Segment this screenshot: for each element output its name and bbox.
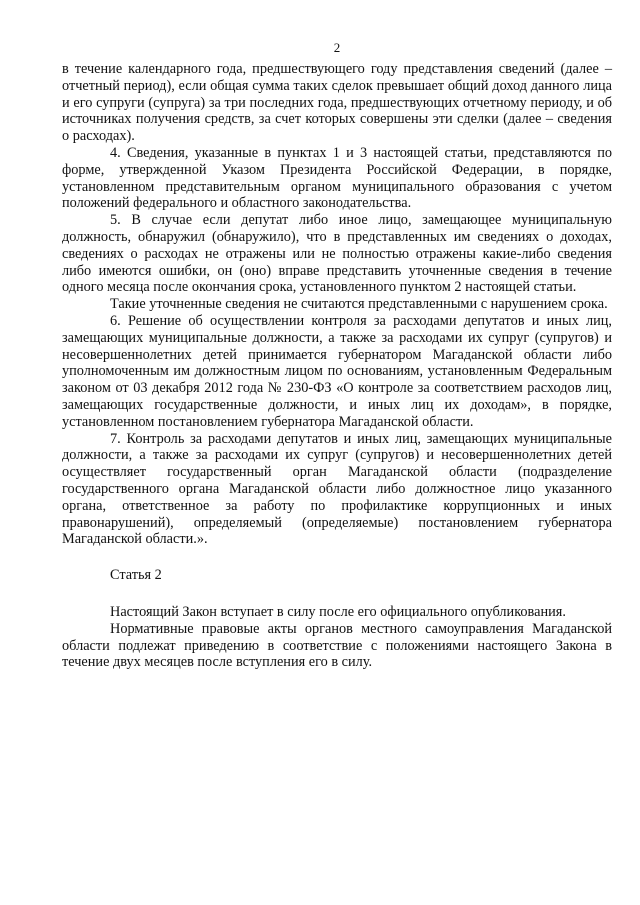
paragraph-item-7: 7. Контроль за расходами депутатов и иных лиц, замещающих муниципальные должности, а также за расходами их супруг (супругов) и несовершеннолетних детей осуществляет государственный орган Магаданской области (подразделение государственного органа Магаданской области либо должностное лицо указанного органа, ответственное за работу по профилактике коррупционных и иных правонарушений), определяемый (определяемые) постановлением губернатора Магаданской области.». <box>62 430 612 548</box>
article-2-heading: Статья 2 <box>110 567 162 584</box>
paragraph-item-6: 6. Решение об осуществлении контроля за расходами депутатов и иных лиц, замещающих муниципальные должности, а также за расходами их супруг (супругов) и несовершеннолетних детей принимается губернатором Магаданской области либо уполномоченным им должностным лицом по основаниям, установленным Федеральным законом от 03 декабря 2012 года № 230-ФЗ «О контроле за соответствием расходов лиц, замещающих государственные должности, и иных лиц их доходам», в порядке, установленном постановлением губернатора Магаданской области. <box>62 312 612 430</box>
paragraph-item-4: 4. Сведения, указанные в пунктах 1 и 3 настоящей статьи, представляются по форме, утвержденной Указом Президента Российской Федерации, в порядке, установленном представительным органом муниципального образования с учетом положений федерального и областного законодательства. <box>62 144 612 212</box>
paragraph-item-5: 5. В случае если депутат либо иное лицо, замещающее муниципальную должность, обнаружил (обнаружило), что в представленных им сведениях о доходах, сведениях о расходах не отражены или не полностью отражены какие-либо сведения либо имеются ошибки, он (оно) вправе представить уточненные сведения в течение одного месяца после окончания срока, установленного пунктом 2 настоящей статьи. <box>62 212 612 296</box>
paragraph-continuation: в течение календарного года, предшествующего году представления сведений (далее – отчетный период), если общая сумма таких сделок превышает общий доход данного лица и его супруги (супруга) за три последних года, предшествующих отчетному периоду, и об источниках получения средств, за счет которых совершены эти сделки (далее – сведения о расходах). <box>62 61 612 145</box>
page-number: 2 <box>333 40 341 55</box>
paragraph-item-5-note: Такие уточненные сведения не считаются представленными с нарушением срока. <box>110 296 608 313</box>
article-2-paragraph-2: Нормативные правовые акты органов местного самоуправления Магаданской области подлежат приведению в соответствие с положениями настоящего Закона в течение двух месяцев после вступления его в силу. <box>62 620 612 671</box>
article-2-paragraph-1: Настоящий Закон вступает в силу после его официального опубликования. <box>110 603 566 620</box>
